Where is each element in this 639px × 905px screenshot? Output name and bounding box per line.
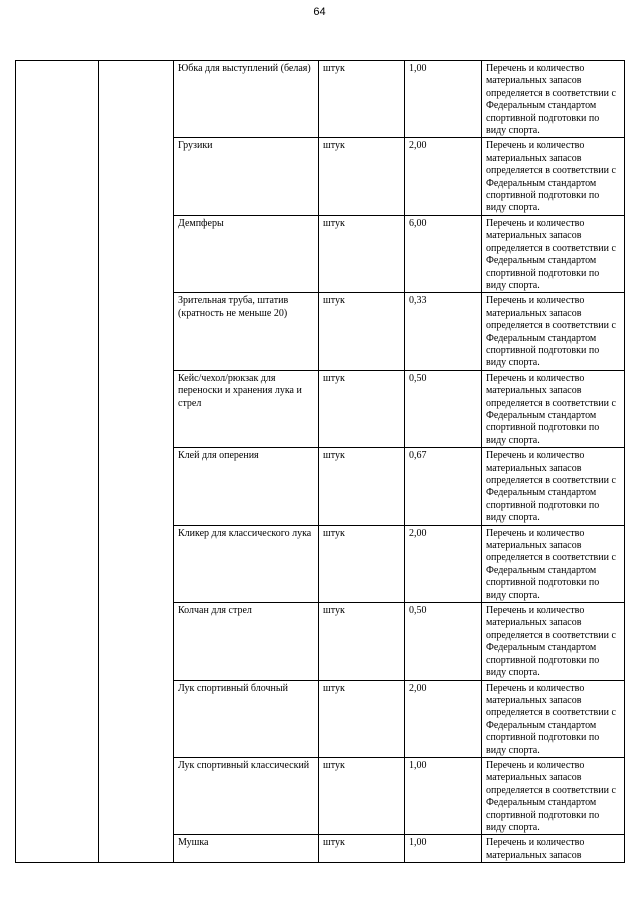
note-cell: Перечень и количество материальных запасов определяется в соответствии с Федеральным стандартом спортивной подготовки по виду спорта.	[482, 61, 625, 138]
item-name-cell: Демпферы	[174, 215, 319, 292]
item-name-cell: Клей для оперения	[174, 448, 319, 525]
note-cell: Перечень и количество материальных запасов определяется в соответствии с Федеральным стандартом спортивной подготовки по виду спорта.	[482, 603, 625, 680]
item-name-cell: Колчан для стрел	[174, 603, 319, 680]
quantity-cell: 0,50	[405, 603, 482, 680]
unit-cell: штук	[319, 61, 405, 138]
unit-cell: штук	[319, 835, 405, 863]
quantity-cell: 1,00	[405, 757, 482, 834]
unit-cell: штук	[319, 680, 405, 757]
note-cell: Перечень и количество материальных запасов	[482, 835, 625, 863]
note-cell: Перечень и количество материальных запасов определяется в соответствии с Федеральным стандартом спортивной подготовки по виду спорта.	[482, 680, 625, 757]
item-name-cell: Зрительная труба, штатив (кратность не меньше 20)	[174, 293, 319, 370]
quantity-cell: 2,00	[405, 138, 482, 215]
table-body	[16, 61, 625, 863]
note-cell: Перечень и количество материальных запасов определяется в соответствии с Федеральным стандартом спортивной подготовки по виду спорта.	[482, 138, 625, 215]
unit-cell: штук	[319, 370, 405, 447]
quantity-cell: 0,67	[405, 448, 482, 525]
note-cell: Перечень и количество материальных запасов определяется в соответствии с Федеральным стандартом спортивной подготовки по виду спорта.	[482, 525, 625, 602]
quantity-cell: 1,00	[405, 61, 482, 138]
unit-cell: штук	[319, 757, 405, 834]
quantity-cell: 6,00	[405, 215, 482, 292]
materials-table	[15, 60, 625, 863]
page-number: 64	[313, 6, 326, 18]
item-name-cell: Грузики	[174, 138, 319, 215]
item-name-cell: Кейс/чехол/рюкзак для переноски и хранения лука и стрел	[174, 370, 319, 447]
note-cell: Перечень и количество материальных запасов определяется в соответствии с Федеральным стандартом спортивной подготовки по виду спорта.	[482, 215, 625, 292]
note-cell: Перечень и количество материальных запасов определяется в соответствии с Федеральным стандартом спортивной подготовки по виду спорта.	[482, 448, 625, 525]
quantity-cell: 2,00	[405, 525, 482, 602]
item-name-cell: Лук спортивный блочный	[174, 680, 319, 757]
quantity-cell: 1,00	[405, 835, 482, 863]
item-name-cell: Кликер для классического лука	[174, 525, 319, 602]
unit-cell: штук	[319, 215, 405, 292]
empty-category-cell	[16, 61, 99, 863]
unit-cell: штук	[319, 138, 405, 215]
unit-cell: штук	[319, 448, 405, 525]
empty-subcategory-cell	[99, 61, 174, 863]
unit-cell: штук	[319, 603, 405, 680]
quantity-cell: 0,50	[405, 370, 482, 447]
item-name-cell: Лук спортивный классический	[174, 757, 319, 834]
item-name-cell: Юбка для выступлений (белая)	[174, 61, 319, 138]
unit-cell: штук	[319, 293, 405, 370]
table-row	[16, 61, 625, 138]
note-cell: Перечень и количество материальных запасов определяется в соответствии с Федеральным стандартом спортивной подготовки по виду спорта.	[482, 293, 625, 370]
unit-cell: штук	[319, 525, 405, 602]
note-cell: Перечень и количество материальных запасов определяется в соответствии с Федеральным стандартом спортивной подготовки по виду спорта.	[482, 757, 625, 834]
quantity-cell: 2,00	[405, 680, 482, 757]
quantity-cell: 0,33	[405, 293, 482, 370]
item-name-cell: Мушка	[174, 835, 319, 863]
note-cell: Перечень и количество материальных запасов определяется в соответствии с Федеральным стандартом спортивной подготовки по виду спорта.	[482, 370, 625, 447]
